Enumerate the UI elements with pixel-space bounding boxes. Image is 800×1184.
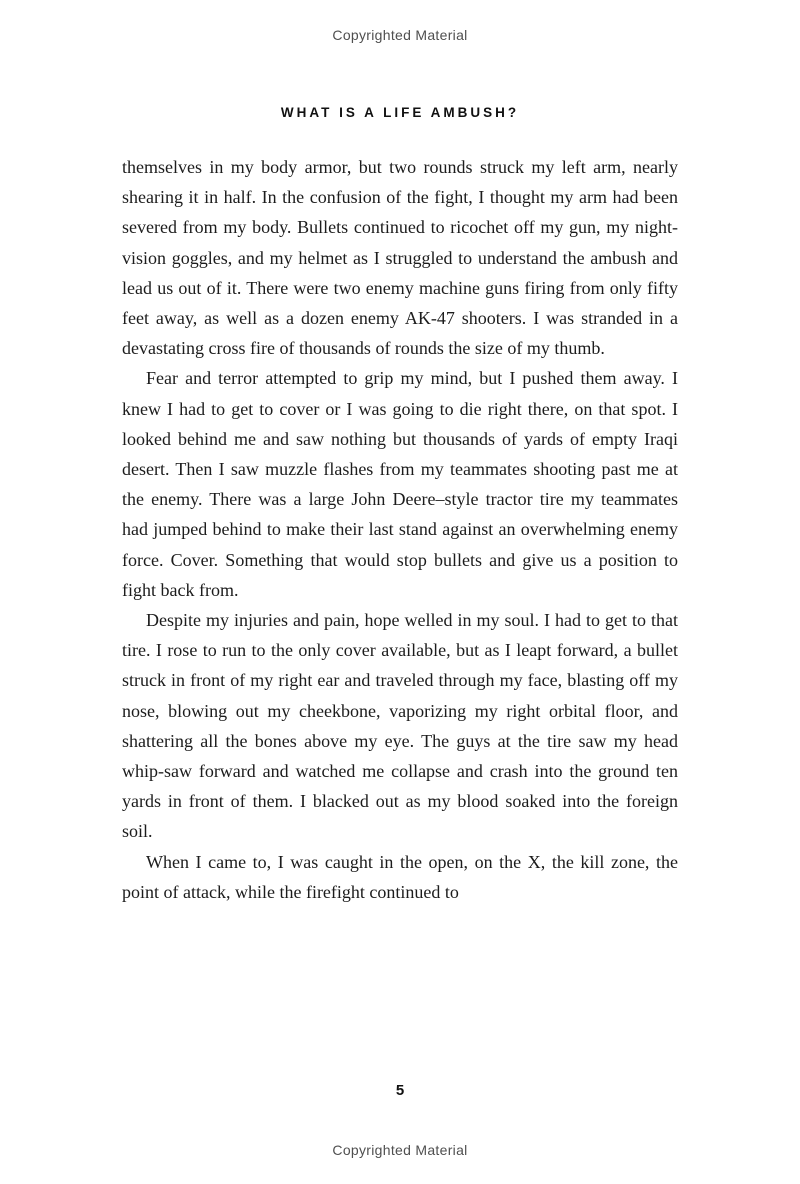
copyright-notice-bottom: Copyrighted Material bbox=[332, 1142, 468, 1158]
paragraph-1: themselves in my body armor, but two rounds struck my left arm, nearly shearing it in half. In the confusion of the fight, I thought my arm had been severed from my body. Bullets continued to ricochet off my gun, my night-vision goggles, and my helmet as I struggled to understand the ambush and lead us out of it. There were two enemy machine guns firing from only fifty feet away, as well as a dozen enemy AK-47 shooters. I was stranded in a devastating cross fire of thousands of rounds the size of my thumb. bbox=[122, 157, 678, 359]
paragraph-4: When I came to, I was caught in the open, on the X, the kill zone, the point of attack, while the firefight continued to bbox=[122, 851, 678, 902]
paragraph-3: Despite my injuries and pain, hope welled in my soul. I had to get to that tire. I rose to run to the only cover available, but as I leapt forward, a bullet struck in front of my right ear and traveled through my face, blasting off my nose, blowing out my cheekbone, vaporizing my right orbital floor, and shattering all the bones above my eye. The guys at the tire saw my head whip-saw forward and watched me collapse and crash into the ground ten yards in front of them. I blacked out as my blood soaked into the foreign soil. bbox=[122, 610, 678, 842]
page-number: 5 bbox=[395, 1082, 405, 1099]
chapter-running-header: WHAT IS A LIFE AMBUSH? bbox=[280, 105, 520, 120]
copyright-notice-top: Copyrighted Material bbox=[332, 27, 468, 43]
body-text-block bbox=[122, 152, 678, 907]
paragraph-2: Fear and terror attempted to grip my mind, but I pushed them away. I knew I had to get to cover or I was going to die right there, on that spot. I looked behind me and saw nothing but thousands of yards of empty Iraqi desert. Then I saw muzzle flashes from my teammates shooting past me at the enemy. There was a large John Deere–style tractor tire my teammates had jumped behind to make their last stand against an overwhelming enemy force. Cover. Something that would stop bullets and give us a position to fight back from. bbox=[122, 368, 678, 600]
